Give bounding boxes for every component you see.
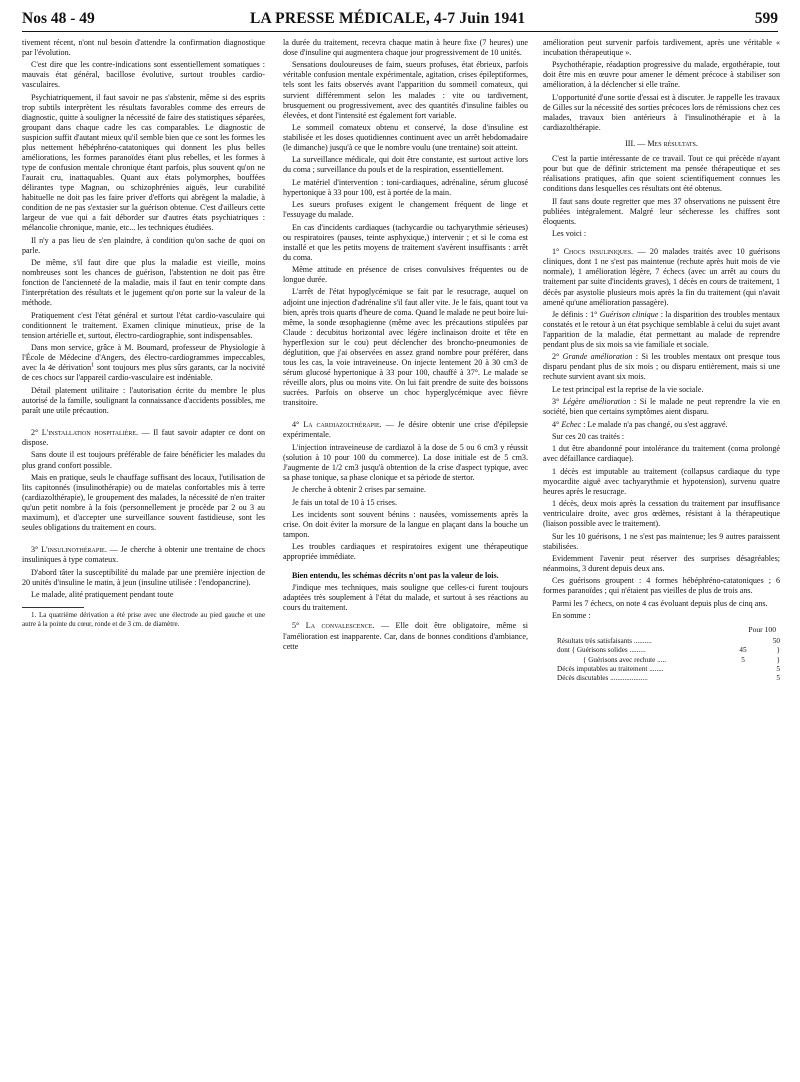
journal-title: LA PRESSE MÉDICALE, 4-7 Juin 1941 [250,10,526,27]
section-text: — Elle doit être obligatoire, même si l'amélioration est inapparente. Car, dans de bonnes conditions d'ambiance, cette [283,621,528,651]
header-rule [22,31,778,32]
paragraph: Je cherche à obtenir 2 crises par semaine. [292,485,426,495]
definition-term: Guérison clinique [599,309,659,319]
paragraph: 1 décès, deux mois après la cessation du traitement par insuffisance ventriculaire droite, avec gros œdèmes, résistant à la thérapeutique (liaison possible avec le traitement). [543,499,780,529]
paragraph: 1 dut être abandonné pour intolérance du traitement (coma prolongé avec défaillance cardiaque). [543,444,780,464]
paragraph: la durée du traitement, recevra chaque matin à heure fixe (7 heures) une dose d'insuline qui augmentera chaque jour progressivement de 10 unités. [283,38,528,58]
paragraph: Ces guérisons groupent : 4 formes hébéphréno-catatoniques ; 6 formes paranoïdes ; qui n'étaient pas vieilles de plus de trois ans. [543,576,780,596]
section-heading [283,420,528,440]
paragraph-text: Je définis : 1° [552,309,600,319]
section-title: III. — Mes résultats. [625,139,698,149]
section-text: — Il faut savoir adapter ce dont on dispose. [22,428,265,448]
paragraph: J'indique mes techniques, mais souligne que celles-ci furent toujours adaptées très souplement à l'état du malade, et surtout à ses réactions au cours du traitement. [283,583,528,613]
definition [543,420,780,430]
table-brace: } [776,646,780,655]
paragraph: Le malade, alité pratiquement pendant toute [31,590,174,600]
text-column-1 [22,38,265,1064]
paragraph: Evidemment l'avenir peut réserver des surprises désagréables; néanmoins, 3 durent depuis deux ans. [543,553,780,573]
table-brace: } [776,655,780,664]
paragraph-text: : Si les troubles mentaux ont presque tous disparu pendant plus de six mois ; ou disparu entièrement, mais si une rechute survient avant six mois. [543,352,780,382]
paragraph: Les sueurs profuses exigent le changement fréquent de linge et l'essuyage du malade. [283,200,528,220]
paragraph: Le sommeil comateux obtenu et conservé, la dose d'insuline est stabilisée et les doses quotidiennes continuent avec un arrêt hebdomadaire (le dimanche) jusqu'à ce que le nombre voulu (une trentaine) soit atteint. [283,122,528,153]
text-column-3 [543,38,780,1064]
paragraph: D'abord tâter la susceptibilité du malade par une première injection de 20 unités d'insuline le matin, à jeun (insuline utilisée : l'endopancrine). [22,567,265,587]
section-heading [283,621,528,651]
paragraph: Les voici : [552,228,587,238]
paragraph-text: : la disparition des troubles mentaux constatés et le retour à un état psychique semblable à celui du sujet avant l'apparition de la maladie, état permettant au malade de reprendre pendant plus de six mois sa vie familiale et sociale. [543,309,780,350]
table-row [543,656,780,665]
paragraph: tivement récent, n'ont nul besoin d'attendre la confirmation diagnostique par l'évolution. [22,38,265,58]
paragraph: Les incidents sont souvent bénins : nausées, vomissements après la crise. On doit éviter la morsure de la langue en plaçant dans la bouche un tampon. [283,509,528,539]
paragraph: Je fais un total de 10 à 15 crises. [292,497,397,507]
paragraph: Il faut sans doute regretter que mes 37 observations ne puissent être publiées intégralement. Malgré leur sécheresse les chiffres sont éloquents. [543,196,780,226]
table-row-value: 5 [776,665,780,674]
table-row [543,665,780,674]
paragraph: Bien entendu, les schémas décrits n'ont pas la valeur de lois. [292,570,499,580]
table-row-value: 45 [739,646,747,655]
definition-term: Grande amélioration [562,352,633,362]
paragraph: C'est la partie intéressante de ce travail. Tout ce qui précède n'ayant pour but que de définir strictement ma pensée thérapeutique et ses réalisations pratiques, afin que soient scientifiquement connues les conditions dans lesquelles ces résultats ont été obtenus. [543,154,780,194]
text-column-2 [283,38,528,1064]
paragraph: Détail platement utilitaire : l'autorisation écrite du membre le plus autorisé de la famille, soulignant la connaissance d'accidents possibles, me paraît une utile précaution. [22,385,265,415]
section-title: 3° L'insulinothérapie. [31,545,107,555]
paragraph: En cas d'incidents cardiaques (tachycardie ou tachyarythmie sérieuses) ou respiratoires (pauses, teinte asphyxique,) intervenir ; et si le coma est installé et que les petits moyens de traitement s'avèrent insuffisants : arrêt du coma. [283,222,528,262]
table-row-label: Résultats très satisfaisants .......... [557,637,652,646]
table-row [543,674,780,683]
table-row-label: Décès imputables au traitement ........ [557,665,664,674]
paragraph: 1 décès est imputable au traitement (collapsus cardiaque du type myocardite aiguë avec tachyarythmie et hypotension), survenu quatre heures après le resucrage. [543,466,780,496]
issue-number: Nos 48 - 49 [22,10,95,27]
section-title: 5° La convalescence. [292,621,375,631]
definition-term: Echec [561,419,582,429]
paragraph: L'injection intraveineuse de cardiazol à la dose de 5 ou 6 cm3 y réussit (solution à 10 pour 100 du commerce). La dose initiale est de 5 cm3. J'augmente de 1/2 cm3 jusqu'à obtention de la crise d'aspect typique, avec sa phase tonique, sa phase clonique et sa période de stertor. [283,442,528,482]
paragraph: C'est dire que les contre-indications sont essentiellement somatiques : mauvais état général, bacillose évolutive, surtout troubles cardio-vasculaires. [22,60,265,90]
table-row [543,646,780,655]
paragraph-text: : Si le malade ne peut reprendre la vie en société, bien que certains symptômes aient disparu. [543,397,780,417]
results-table [543,637,780,683]
definition [543,310,780,350]
paragraph: amélioration peut survenir parfois tardivement, après une véritable « incubation thérapeutique ». [543,38,780,58]
table-header: Pour 100 [748,625,776,635]
paragraph-text: sont toujours mes plus sûrs garants, car la nocivité de ces chocs sur l'appareil cardio-vasculaire est indéniable. [22,363,265,383]
table-row [543,637,780,646]
paragraph: L'opportunité d'une sortie d'essai est à discuter. Je rappelle les travaux de Gilles sur la nécessité des sorties précoces lors de rémissions chez ces malades, travaux bien antérieurs à l'insulinothérapie et à la cardiazolthérapie. [543,92,780,132]
paragraph: De même, s'il faut dire que plus la maladie est vieille, moins nombreuses sont les chances de guérison, l'abstention ne doit pas être fonction de l'ancienneté de la maladie, mais il faut en tenir compte dans l'interprétation des résultats et le jugement qu'on porte sur la valeur de la méthode. [22,258,265,308]
paragraph: L'arrêt de l'état hypoglycémique se fait par le resucrage, auquel on adjoint une injection d'adrénaline s'il faut aller vite. Je le fais, quant tout va bien, après trois quarts d'heure de coma. Quand le malade ne peut boire lui-même, la sonde œsophagienne (même avec les précautions stipulées par Claude : decubitus horizontal avec légère inclinaison droite et tête en hyperflexion sur le cou) peut déclencher des broncho-pneumonies de déglutition, que j'ai observées en assez grand nombre pour préférer, dans tous les cas, la voie intraveineuse. On injecte lentement 20 à 30 cm3 de sérum glucosé hypertonique à 33 pour 100, chauffé à 37°. Le malade se réveille alors, plus ou moins vite. On lui fait prendre de suite des boissons sucrées. Parfois on observe un choc hyperglycémique avec fièvre transitoire. [283,287,528,407]
paragraph: Sensations douloureuses de faim, sueurs profuses, état ébrieux, parfois véritable confusion mentale expérimentale, agitation, crises épileptiformes, tels sont les faits observés avant l'apparition du sommeil comateux, qui survient différemment selon les malades : vite ou tardivement, brusquement ou progressivement, avec des quantités d'insuline faibles ou élevées, et dont l'intensité est également fort variable. [283,60,528,120]
paragraph: Parmi les 7 échecs, on note 4 cas évoluant depuis plus de cinq ans. [552,598,768,608]
definition [543,397,780,417]
section-title: 1° Chocs insuliniques. [552,247,634,257]
paragraph: Sur ces 20 cas traités : [552,431,625,441]
table-row-value: 50 [772,637,780,646]
paragraph: En somme : [552,611,591,621]
footnote: 1. La quatrième dérivation a été prise avec une électrode au pied gauche et une autre à la pointe du cœur, ronde et de 3 cm. de diamètre. [22,611,265,628]
table-row-label: Décès discutables ..................... [557,674,648,683]
paragraph: Psychiatriquement, il faut savoir ne pas s'abstenir, même si des esprits trop subtils interprètent les résultats favorables comme des erreurs de diagnostic, quitte à souligner la nécessité de faire des statistiques séparées, groupant dans chaque cadre les cas comparables. Le diagnostic de suspicion suffit d'autant mieux qu'il semble bien que ce sont les formes les plus nettement hébéphréno-catatoniques qui donnent les plus belles améliorations, les formes paranoïdes étant plus rebelles, et les formes à type de confusion mentale chronique étant parfois, plus souvent qu'on ne l'aurait cru, inattaquables. Quant aux états polymorphes, bouffées délirantes type Magnan, ou schizophrénies aiguës, leur curabilité habituelle ne doit pas les faire priver d'efforts qui abrègent la maladie, à condition de ne pas s'extasier sur la guérison obtenue. C'est d'ailleurs cette largeur de vue qui a fait déborder sur d'autres états psychiatriques : mélancolie chronique, manie, etc... les techniques étudiées. [22,92,265,233]
definition-term: Légère amélioration [562,397,631,407]
table-row-label: { Guérisons avec rechute ..... [583,655,667,664]
paragraph-text: 2° [552,352,563,362]
table-row-label: dont { Guérisons solides ......... [557,646,646,655]
section-heading [22,545,265,565]
paragraph-text: Dans mon service, grâce à M. Boumard, professeur de Physiologie à l'École de Médecine d'Angers, des électro-cardiogrammes impeccables, avec la 4e dérivation [22,343,265,373]
paragraph: Les troubles cardiaques et respiratoires exigent une thérapeutique appropriée immédiate. [283,542,528,562]
footnote-marker: 1 [91,362,95,369]
paragraph: Psychothérapie, réadaption progressive du malade, ergothérapie, tout doit être mis en œuvre pour amener le dément précoce à stabiliser son amélioration, à la déclencher si elle traîne. [543,60,780,90]
paragraph-text: 3° [552,397,563,407]
table-row-value: 5 [776,674,780,683]
paragraph: Même attitude en présence de crises convulsives fréquentes ou de longue durée. [283,265,528,285]
footnote-rule [22,607,84,608]
paragraph: Mais en pratique, seuls le chauffage suffisant des locaux, l'utilisation de lits capitonnés (insulinothérapie) ou de matelas confortables mis à terre (cardiazolthérapie), le groupement des malades, la nécessité de n'en traiter qu'un petit nombre à la fois (personnellement je procède par 2 ou 3 au maximum), et d'accepter une surveillance souvent fastidieuse, sont les seules obligations du traitement en cours. [22,472,265,533]
paragraph: Le test principal est la reprise de la vie sociale. [552,384,704,394]
section-text: — Je désire obtenir une crise d'épilepsie expérimentale. [283,420,528,440]
paragraph: La surveillance médicale, qui doit être constante, est surtout active lors du coma ; surveillance du pouls et de la respiration, essentiellement. [283,155,528,175]
section-title: 2° L'installation hospitalière. [31,428,139,438]
paragraph: Sans doute il est toujours préférable de faire bénéficier les malades du plus grand confort possible. [22,450,265,470]
section-text: — 20 malades traités avec 10 guérisons cliniques, dont 1 ne s'est pas maintenue (rechute après huit mois de vie normale), 1 amélioration légère, 7 échecs (avec un arrêt au cours du traitement par suite d'incidents graves), 1 décès en cours de traitement, 1 décès par asystolie plusieurs mois après la fin du traitement (qui n'avait amené qu'une amélioration passagère). [543,247,780,307]
page-number: 599 [754,10,778,27]
section-title: 4° La cardiazolthérapie. [292,420,382,430]
definition [543,352,780,382]
section-heading [543,247,780,307]
paragraph: Il n'y a pas lieu de s'en plaindre, à condition qu'on sache de quoi on parle. [22,235,265,255]
paragraph [22,343,265,383]
section-text: — Je cherche à obtenir une trentaine de chocs insuliniques à type comateux. [22,545,265,565]
paragraph: Pratiquement c'est l'état général et surtout l'état cardio-vasculaire qui conditionnent le traitement. Examen clinique minutieux, prise de la tension artérielle et, surtout, électro-cardiographie, sont indispensables. [22,310,265,340]
table-row-value: 5 [741,655,745,664]
paragraph-text: : Le malade n'a pas changé, ou s'est aggravé. [581,419,728,429]
paragraph: Le matériel d'intervention : toni-cardiaques, adrénaline, sérum glucosé hypertonique à 33 pour 100, est à portée de la main. [283,177,528,197]
paragraph: Sur les 10 guérisons, 1 ne s'est pas maintenue; les 9 autres paraissent stabilisées. [543,531,780,551]
paragraph-text: 4° [552,419,562,429]
section-heading [22,428,265,448]
